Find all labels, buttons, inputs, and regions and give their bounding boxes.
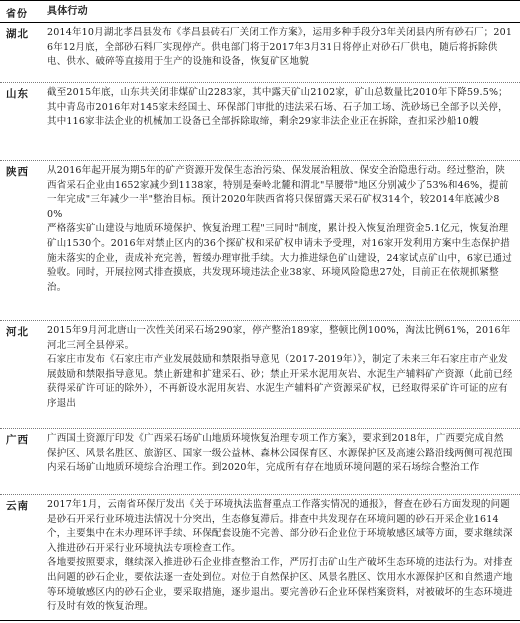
action-cell: 广西国土资源厅印发《广西采石场矿山地质环境恢复治理专项工作方案》，要求到2018年，广西要完成自然保护区、风景名胜区、旅游区、国家一级公益林、森林公园保育区、水源保护区及高速公路沿线两侧可视范围内采石场矿山地质环境综合治理工作。到2020年，完成所有存在地质环境问题的采石场综合整治工作 [47,433,513,474]
table-row [0,164,520,324]
bottom-rule [0,620,520,621]
province-cell: 广西 [6,434,29,446]
row-divider [0,82,520,83]
table-row [0,26,520,80]
action-cell: 从2016年起开展为期5年的矿产资源开发保生态治污染、保发展治粗放、保安全治隐患行动。经过整治，陕西省采石企业由1652家减少到1138家，特别是秦岭北麓和渭北"旱腰带"地区分别减少了53%和46%，提前一年完成"三年减少一半"整治目标。预计2020年陕西省将只保留露天采石矿权314个，较2014年底减少80% 严格落实矿山建设与地质环境保护、恢复治理工程"三同时"制度，累计投入恢复治理资金5.1亿元，恢复治理矿山1530个。2016年对禁止区内的36个探矿权和采矿权申请未予受理，对16家开发利用方案中生态保护措施未落实的企业，责成补充完善，暂缓办理审批手续。大力推进绿色矿山建设，24家试点矿山中，6家已通过验收。同时，开展拉网式排查摸底，共发现环境违法企业38家、环境风险隐患27处，目前正在依规抓紧整治。 [47,165,512,293]
row-divider [0,160,520,161]
table-row [0,86,520,156]
table-row [0,432,520,492]
header-province: 省份 [6,9,28,20]
table-row [0,324,520,426]
row-divider [0,494,520,495]
header-action: 具体行动 [47,6,88,17]
action-cell: 2014年10月湖北孝昌县发布《孝昌县砖石厂关闭工作方案》，运用多种手段分3年关闭县内所有砂石厂；2016年12月底，全部砂石料厂实现停产。供电部门将于2017年3月31日将停止对砂石厂供电，随后将拆除供电、供水、破碎等直接用于生产的设施和设备，恢复矿区地貌 [47,27,513,68]
row-divider [0,320,520,321]
action-cell: 截至2015年底，山东共关闭非煤矿山2283家，其中露天矿山2102家，矿山总数量比2010年下降59.5%；其中青岛市2016年对145家未经国土、环保部门审批的违法采石场、石子加工场、洗砂场已全部予以关停，其中116家非法企业的机械加工设备已全部拆除取缔，剩余29家非法企业正在拆除，查扣采沙船10艘 [47,87,508,128]
province-cell: 湖北 [6,28,29,40]
table-header [0,1,520,21]
province-cell: 山东 [6,88,29,100]
table-row [0,498,520,618]
header-rule [0,22,520,23]
province-cell: 河北 [6,326,29,338]
action-cell: 2015年9月河北唐山一次性关闭采石场290家，停产整治189家，整顿比例100%，淘汰比例61%，2016年河北三河全县停采。 石家庄市发布《石家庄市产业发展鼓励和禁限指导意见（2017-2019年）》，制定了未来三年石家庄市产业发展鼓励和禁限指导意见。禁止新建和扩建采石、砂；禁止开采水泥用灰岩、水泥生产辅料矿产资源（此前已经获得采矿许可证的除外），不再新设水泥用灰岩、水泥生产辅料矿产资源采矿权，已经取得采矿许可证的应有序退出 [47,325,513,409]
action-cell: 2017年1月，云南省环保厅发出《关于环境执法监督重点工作落实情况的通报》，督查在砂石方面发现的问题是砂石开采行业环境违法情况十分突出，生态修复滞后。排查中共发现存在环境问题的砂石开采企业1614个，主要集中在未办理环评手续、环保配套设施不完善、部分砂石企业位于环境敏感区域等方面，要求继续深入推进砂石开采行业环境执法专项检查工作。 各地要按照要求，继续深入推进砂石企业排查整治工作，严厉打击矿山生产破坏生态环境的违法行为。对排查出问题的砂石企业，要依法逐一查处到位。对位于自然保护区、风景名胜区、饮用水水源保护区和自然遗产地等环境敏感区内的砂石企业，要采取措施，逐步退出。要完善砂石企业环保档案资料，对被破坏的生态环境进行及时有效的恢复治理。 [47,499,513,613]
row-divider [0,428,520,429]
province-cell: 云南 [6,500,29,512]
province-cell: 陕西 [6,166,29,178]
